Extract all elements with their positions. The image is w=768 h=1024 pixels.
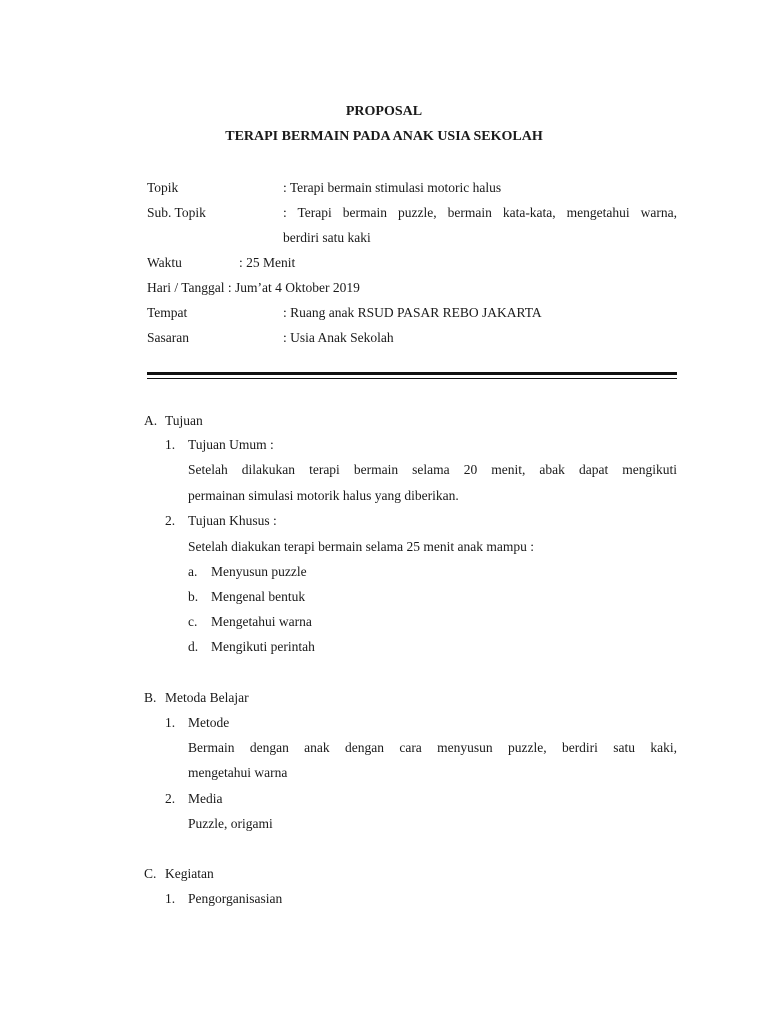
list-item: Mengetahui warna bbox=[211, 614, 312, 629]
divider-thick bbox=[147, 372, 677, 375]
document-title: PROPOSAL bbox=[345, 104, 423, 119]
divider-thin bbox=[147, 378, 677, 379]
document-subtitle: TERAPI BERMAIN PADA ANAK USIA SEKOLAH bbox=[225, 129, 543, 144]
list-item: Mengikuti perintah bbox=[211, 639, 315, 654]
section-a-item2-text: Setelah diakukan terapi bermain selama 25 menit anak mampu : bbox=[188, 539, 535, 554]
info-waktu-value: : 25 Menit bbox=[239, 255, 296, 270]
info-sasaran-label: Sasaran bbox=[147, 330, 189, 345]
section-a-item1-text-line2: permainan simulasi motorik halus yang diberikan. bbox=[188, 488, 459, 503]
section-a-item1-label: Tujuan Umum : bbox=[188, 437, 274, 452]
section-a-item1-num: 1. bbox=[165, 437, 176, 452]
list-item-marker: b. bbox=[188, 589, 199, 604]
info-topik-label: Topik bbox=[147, 180, 179, 195]
list-item-marker: c. bbox=[188, 614, 198, 629]
section-a-item2-label: Tujuan Khusus : bbox=[188, 513, 277, 528]
section-a-heading: Tujuan bbox=[165, 413, 203, 428]
list-item-marker: d. bbox=[188, 639, 199, 654]
section-b-item1-text-line1: Bermain dengan anak dengan cara menyusun puzzle, berdiri satu kaki, bbox=[188, 740, 677, 755]
info-waktu-label: Waktu bbox=[147, 255, 182, 270]
section-b-item1-text-line2: mengetahui warna bbox=[188, 765, 288, 780]
section-a-marker: A. bbox=[144, 413, 158, 428]
info-topik-value: : Terapi bermain stimulasi motoric halus bbox=[283, 180, 502, 195]
section-c-marker: C. bbox=[144, 866, 157, 881]
section-b-item2-label: Media bbox=[188, 791, 223, 806]
info-subtopik-label: Sub. Topik bbox=[147, 205, 206, 220]
section-a-item1-text-line1: Setelah dilakukan terapi bermain selama 20 menit, abak dapat mengikuti bbox=[188, 462, 677, 477]
section-b-item1-label: Metode bbox=[188, 715, 230, 730]
section-c-item1-label: Pengorganisasian bbox=[188, 891, 283, 906]
list-item: Mengenal bentuk bbox=[211, 589, 306, 604]
list-item-marker: a. bbox=[188, 564, 198, 579]
info-hari-tanggal: Hari / Tanggal : Jum’at 4 Oktober 2019 bbox=[147, 280, 360, 295]
info-sasaran-value: : Usia Anak Sekolah bbox=[283, 330, 394, 345]
list-item: Menyusun puzzle bbox=[211, 564, 307, 579]
section-b-marker: B. bbox=[144, 690, 157, 705]
info-subtopik-value-line1: : Terapi bermain puzzle, bermain kata-kata, mengetahui warna, bbox=[283, 205, 677, 220]
section-b-item2-text: Puzzle, origami bbox=[188, 816, 273, 831]
info-subtopik-value-line2: berdiri satu kaki bbox=[283, 230, 371, 245]
section-b-item2-num: 2. bbox=[165, 791, 176, 806]
section-c-item1-num: 1. bbox=[165, 891, 176, 906]
section-b-heading: Metoda Belajar bbox=[165, 690, 249, 705]
section-c-heading: Kegiatan bbox=[165, 866, 214, 881]
info-tempat-label: Tempat bbox=[147, 305, 188, 320]
section-a-item2-num: 2. bbox=[165, 513, 176, 528]
info-tempat-value: : Ruang anak RSUD PASAR REBO JAKARTA bbox=[283, 305, 542, 320]
section-b-item1-num: 1. bbox=[165, 715, 176, 730]
